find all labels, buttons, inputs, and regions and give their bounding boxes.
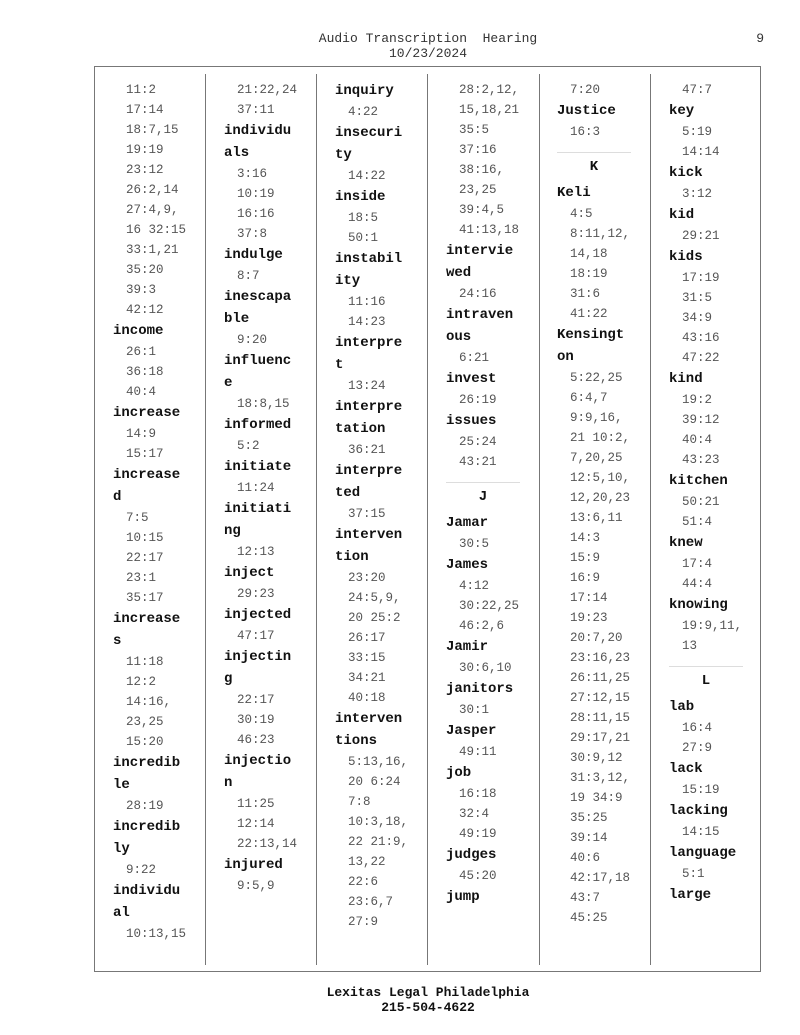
index-term: informed — [224, 417, 292, 433]
index-term: James — [446, 557, 489, 573]
page-line-reference: 7:8 — [348, 795, 371, 809]
index-term: knowing — [669, 597, 728, 613]
page-line-reference: 17:14 — [570, 591, 608, 605]
index-term: initiate — [224, 459, 292, 475]
page-line-reference: 40:6 — [570, 851, 601, 865]
index-term: job — [446, 765, 472, 781]
page-line-reference: 19:23 — [570, 611, 608, 625]
page-line-reference: 39:14 — [570, 831, 608, 845]
page-line-reference: 35:25 — [570, 811, 608, 825]
index-term: inescapa — [224, 289, 292, 305]
page-line-reference: 30:22,25 — [459, 599, 520, 613]
page-line-reference: 21:22,24 — [237, 83, 298, 97]
index-term: individu — [224, 123, 292, 139]
page-line-reference: 5:13,16, — [348, 755, 409, 769]
section-heading — [557, 152, 662, 182]
page-line-reference: 37:11 — [237, 103, 275, 117]
page-line-reference: 7:5 — [126, 511, 149, 525]
page-line-reference: 23,25 — [459, 183, 497, 197]
page-line-reference: 5:19 — [682, 125, 713, 139]
page-line-reference: 5:2 — [237, 439, 260, 453]
page-line-reference: 12:14 — [237, 817, 275, 831]
page-line-reference: 30:5 — [459, 537, 490, 551]
page-line-reference: 33:15 — [348, 651, 386, 665]
index-term: ng — [224, 523, 241, 539]
page-line-reference: 14:16, — [126, 695, 172, 709]
index-term: Jasper — [446, 723, 497, 739]
page-line-reference: 15:9 — [570, 551, 601, 565]
index-term: Keli — [557, 185, 591, 201]
index-column-1 — [113, 80, 218, 944]
page-line-reference: 9:22 — [126, 863, 157, 877]
index-term: Jamir — [446, 639, 489, 655]
index-term: insecuri — [335, 125, 403, 141]
page-line-reference: 36:18 — [126, 365, 164, 379]
page-line-reference: 10:19 — [237, 187, 275, 201]
index-term: Kensingt — [557, 327, 625, 343]
page-line-reference: 51:4 — [682, 515, 713, 529]
index-term: intervie — [446, 243, 514, 259]
footer-company: Lexitas Legal Philadelphia — [326, 985, 530, 1000]
page-line-reference: 13,22 — [348, 855, 386, 869]
index-term: interpre — [335, 399, 403, 415]
page-line-reference: 5:22,25 — [570, 371, 623, 385]
index-term: ty — [335, 147, 352, 163]
page-line-reference: 34:9 — [682, 311, 713, 325]
page-line-reference: 39:4,5 — [459, 203, 505, 217]
index-column-5 — [557, 80, 662, 928]
page-line-reference: 45:20 — [459, 869, 497, 883]
section-rule — [446, 482, 520, 483]
page-line-reference: 49:11 — [459, 745, 497, 759]
page-line-reference: 35:20 — [126, 263, 164, 277]
page-line-reference: 6:4,7 — [570, 391, 608, 405]
index-term: tions — [335, 733, 378, 749]
page-header — [228, 31, 628, 61]
page-line-reference: 22:6 — [348, 875, 379, 889]
page-line-reference: 36:21 — [348, 443, 386, 457]
page-line-reference: 32:4 — [459, 807, 490, 821]
index-term: individu — [113, 883, 181, 899]
page-line-reference: 43:21 — [459, 455, 497, 469]
page-line-reference: 27:4,9, — [126, 203, 179, 217]
index-term: tation — [335, 421, 386, 437]
page-line-reference: 30:6,10 — [459, 661, 512, 675]
page-line-reference: 15:17 — [126, 447, 164, 461]
page-line-reference: 35:17 — [126, 591, 164, 605]
index-term: indulge — [224, 247, 283, 263]
page-line-reference: 3:16 — [237, 167, 268, 181]
page-line-reference: 47:7 — [682, 83, 713, 97]
page-line-reference: 47:17 — [237, 629, 275, 643]
page-line-reference: 40:18 — [348, 691, 386, 705]
page-line-reference: 31:5 — [682, 291, 713, 305]
index-term: ble — [224, 311, 250, 327]
page-line-reference: 46:2,6 — [459, 619, 505, 633]
index-term: janitors — [446, 681, 514, 697]
index-term: kind — [669, 371, 703, 387]
page-line-reference: 24:16 — [459, 287, 497, 301]
index-term: inside — [335, 189, 386, 205]
page-line-reference: 12:13 — [237, 545, 275, 559]
index-column-3 — [335, 80, 440, 932]
page-line-reference: 23:20 — [348, 571, 386, 585]
page-line-reference: 29:21 — [682, 229, 720, 243]
page-line-reference: 43:7 — [570, 891, 601, 905]
page-line-reference: 28:11,15 — [570, 711, 631, 725]
page-line-reference: 22:13,14 — [237, 837, 298, 851]
index-term: wed — [446, 265, 472, 281]
index-term: s — [113, 633, 122, 649]
page-line-reference: 19:2 — [682, 393, 713, 407]
page-line-reference: 39:3 — [126, 283, 157, 297]
index-term: injured — [224, 857, 283, 873]
index-term: language — [669, 845, 737, 861]
index-term: ity — [335, 273, 361, 289]
page-line-reference: 18:5 — [348, 211, 379, 225]
page-line-reference: 19:9,11, — [682, 619, 743, 633]
page-line-reference: 16 32:15 — [126, 223, 187, 237]
index-term: instabil — [335, 251, 403, 267]
index-term: influenc — [224, 353, 292, 369]
page-line-reference: 23:6,7 — [348, 895, 394, 909]
page-line-reference: 25:24 — [459, 435, 497, 449]
index-term: ly — [113, 841, 130, 857]
index-term: kick — [669, 165, 703, 181]
page-line-reference: 4:5 — [570, 207, 593, 221]
index-term: initiati — [224, 501, 292, 517]
page-line-reference: 11:25 — [237, 797, 275, 811]
index-term: tion — [335, 549, 369, 565]
page-line-reference: 11:16 — [348, 295, 386, 309]
page-line-reference: 40:4 — [682, 433, 713, 447]
page-line-reference: 47:22 — [682, 351, 720, 365]
page-line-reference: 13:24 — [348, 379, 386, 393]
index-term: interpre — [335, 335, 403, 351]
page-line-reference: 18:7,15 — [126, 123, 179, 137]
page-line-reference: 22:17 — [237, 693, 275, 707]
index-term: increase — [113, 611, 181, 627]
index-term: le — [113, 777, 130, 793]
page-line-reference: 24:5,9, — [348, 591, 401, 605]
index-term: kitchen — [669, 473, 728, 489]
index-term: t — [335, 357, 344, 373]
page-line-reference: 18:8,15 — [237, 397, 290, 411]
page-line-reference: 4:22 — [348, 105, 379, 119]
section-rule — [669, 666, 743, 667]
page-line-reference: 11:2 — [126, 83, 157, 97]
page-line-reference: 11:24 — [237, 481, 275, 495]
page-line-reference: 46:23 — [237, 733, 275, 747]
page-line-reference: 8:11,12, — [570, 227, 631, 241]
index-term: key — [669, 103, 695, 119]
page-line-reference: 10:15 — [126, 531, 164, 545]
page-line-reference: 43:16 — [682, 331, 720, 345]
section-rule — [557, 152, 631, 153]
page-line-reference: 14:15 — [682, 825, 720, 839]
page-line-reference: 15:19 — [682, 783, 720, 797]
section-letter: K — [589, 159, 599, 175]
index-term: injectio — [224, 753, 292, 769]
page-line-reference: 14:9 — [126, 427, 157, 441]
page-line-reference: 13:6,11 — [570, 511, 623, 525]
header-title: Audio Transcription Hearing — [318, 31, 538, 46]
page-line-reference: 29:17,21 — [570, 731, 631, 745]
index-term: interven — [335, 711, 403, 727]
page-line-reference: 23:12 — [126, 163, 164, 177]
page-line-reference: 30:1 — [459, 703, 490, 717]
page-line-reference: 30:19 — [237, 713, 275, 727]
index-term: jump — [446, 889, 480, 905]
index-term: n — [224, 775, 233, 791]
index-term: injectin — [224, 649, 292, 665]
index-term: incredib — [113, 819, 181, 835]
page-line-reference: 12:2 — [126, 675, 157, 689]
page-line-reference: 10:13,15 — [126, 927, 187, 941]
index-term: lack — [669, 761, 703, 777]
page-line-reference: 30:9,12 — [570, 751, 623, 765]
page-line-reference: 20 25:2 — [348, 611, 401, 625]
page-line-reference: 41:13,18 — [459, 223, 520, 237]
page-line-reference: 23:16,23 — [570, 651, 631, 665]
page-line-reference: 16:9 — [570, 571, 601, 585]
index-column-6 — [669, 80, 774, 906]
index-term: injected — [224, 607, 292, 623]
page-line-reference: 23:1 — [126, 571, 157, 585]
page-line-reference: 38:16, — [459, 163, 505, 177]
page-line-reference: 37:16 — [459, 143, 497, 157]
section-heading — [446, 482, 551, 512]
index-term: knew — [669, 535, 703, 551]
page-line-reference: 4:12 — [459, 579, 490, 593]
index-term: kid — [669, 207, 695, 223]
page-line-reference: 31:3,12, — [570, 771, 631, 785]
page-line-reference: 15,18,21 — [459, 103, 520, 117]
page-line-reference: 26:1 — [126, 345, 157, 359]
page-line-reference: 14:14 — [682, 145, 720, 159]
section-letter: J — [478, 489, 488, 505]
page-line-reference: 9:9,16, — [570, 411, 623, 425]
page-line-reference: 19 34:9 — [570, 791, 623, 805]
page-line-reference: 42:12 — [126, 303, 164, 317]
page-line-reference: 35:5 — [459, 123, 490, 137]
index-term: increase — [113, 467, 181, 483]
page-line-reference: 29:23 — [237, 587, 275, 601]
page-line-reference: 26:17 — [348, 631, 386, 645]
header-date: 10/23/2024 — [388, 46, 467, 61]
page-line-reference: 34:21 — [348, 671, 386, 685]
page-line-reference: 43:23 — [682, 453, 720, 467]
page-line-reference: 7:20 — [570, 83, 601, 97]
index-column-2 — [224, 80, 329, 896]
page-footer — [228, 985, 628, 1015]
index-term: kids — [669, 249, 703, 265]
index-column-4 — [446, 80, 551, 908]
page-line-reference: 16:4 — [682, 721, 713, 735]
page-line-reference: 20 6:24 — [348, 775, 401, 789]
index-term: incredib — [113, 755, 181, 771]
page-line-reference: 17:4 — [682, 557, 713, 571]
page-line-reference: 20:7,20 — [570, 631, 623, 645]
page-line-reference: 22:17 — [126, 551, 164, 565]
index-term: increase — [113, 405, 181, 421]
footer-phone: 215-504-4622 — [381, 1000, 475, 1015]
page-line-reference: 19:19 — [126, 143, 164, 157]
index-term: inject — [224, 565, 275, 581]
index-term: on — [557, 349, 574, 365]
page-line-reference: 6:21 — [459, 351, 490, 365]
index-term: Jamar — [446, 515, 489, 531]
page-line-reference: 28:19 — [126, 799, 164, 813]
page-line-reference: 13 — [682, 639, 698, 653]
page-line-reference: 18:19 — [570, 267, 608, 281]
page-line-reference: 39:12 — [682, 413, 720, 427]
index-term: d — [113, 489, 122, 505]
page-line-reference: 41:22 — [570, 307, 608, 321]
page-line-reference: 22 21:9, — [348, 835, 409, 849]
index-term: inquiry — [335, 83, 394, 99]
page-line-reference: 50:1 — [348, 231, 379, 245]
page-line-reference: 15:20 — [126, 735, 164, 749]
section-heading — [669, 666, 774, 696]
page-line-reference: 8:7 — [237, 269, 260, 283]
page-line-reference: 16:16 — [237, 207, 275, 221]
page-line-reference: 11:18 — [126, 655, 164, 669]
page-line-reference: 26:2,14 — [126, 183, 179, 197]
page-line-reference: 7,20,25 — [570, 451, 623, 465]
page-line-reference: 27:9 — [348, 915, 379, 929]
index-term: ted — [335, 485, 361, 501]
page-line-reference: 9:20 — [237, 333, 268, 347]
page-line-reference: 23,25 — [126, 715, 164, 729]
page-line-reference: 17:14 — [126, 103, 164, 117]
page-line-reference: 12,20,23 — [570, 491, 631, 505]
index-term: g — [224, 671, 233, 687]
page-line-reference: 26:19 — [459, 393, 497, 407]
page-line-reference: 27:12,15 — [570, 691, 631, 705]
page-line-reference: 14:22 — [348, 169, 386, 183]
page-line-reference: 37:15 — [348, 507, 386, 521]
index-term: lacking — [669, 803, 728, 819]
page-line-reference: 14:3 — [570, 531, 601, 545]
index-term: interpre — [335, 463, 403, 479]
page-line-reference: 28:2,12, — [459, 83, 520, 97]
page-line-reference: 33:1,21 — [126, 243, 179, 257]
index-term: large — [669, 887, 712, 903]
index-term: e — [224, 375, 233, 391]
index-term: invest — [446, 371, 497, 387]
index-term: lab — [669, 699, 695, 715]
page-line-reference: 10:3,18, — [348, 815, 409, 829]
index-term: judges — [446, 847, 497, 863]
page-line-reference: 21 10:2, — [570, 431, 631, 445]
page-line-reference: 16:18 — [459, 787, 497, 801]
page-line-reference: 5:1 — [682, 867, 705, 881]
page-line-reference: 42:17,18 — [570, 871, 631, 885]
page-line-reference: 3:12 — [682, 187, 713, 201]
page-line-reference: 26:11,25 — [570, 671, 631, 685]
page-line-reference: 50:21 — [682, 495, 720, 509]
page-line-reference: 14,18 — [570, 247, 608, 261]
index-term: Justice — [557, 103, 616, 119]
index-term: interven — [335, 527, 403, 543]
page-line-reference: 44:4 — [682, 577, 713, 591]
index-term: als — [224, 145, 250, 161]
page-line-reference: 27:9 — [682, 741, 713, 755]
page-line-reference: 12:5,10, — [570, 471, 631, 485]
index-term: income — [113, 323, 164, 339]
page-line-reference: 37:8 — [237, 227, 268, 241]
page-line-reference: 45:25 — [570, 911, 608, 925]
page-line-reference: 14:23 — [348, 315, 386, 329]
page-line-reference: 31:6 — [570, 287, 601, 301]
index-term: al — [113, 905, 130, 921]
index-term: ous — [446, 329, 472, 345]
page-line-reference: 9:5,9 — [237, 879, 275, 893]
page-line-reference: 40:4 — [126, 385, 157, 399]
page-line-reference: 16:3 — [570, 125, 601, 139]
index-term: issues — [446, 413, 497, 429]
section-letter: L — [701, 673, 711, 689]
page-number: 9 — [756, 31, 764, 46]
page-line-reference: 49:19 — [459, 827, 497, 841]
index-term: intraven — [446, 307, 514, 323]
page-line-reference: 17:19 — [682, 271, 720, 285]
